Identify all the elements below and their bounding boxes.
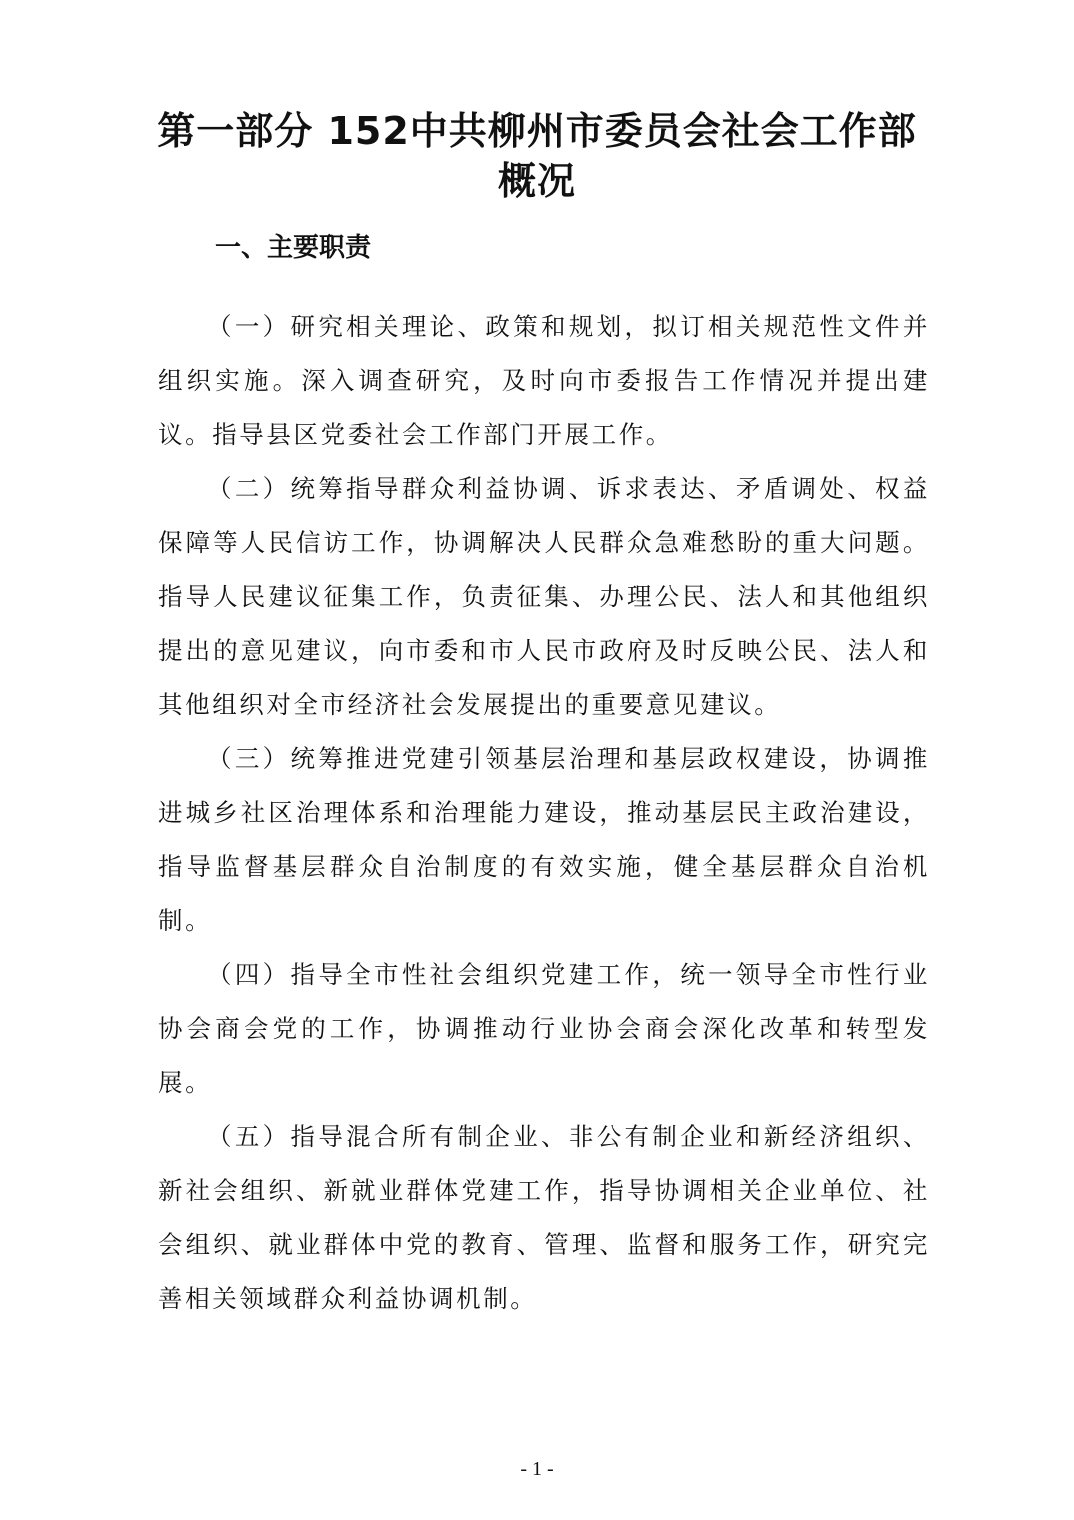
- paragraph-4: （四）指导全市性社会组织党建工作，统一领导全市性行业协会商会党的工作，协调推动行业协会商会深化改革和转型发展。: [158, 960, 930, 1097]
- paragraph-3: （三）统筹推进党建引领基层治理和基层政权建设，协调推进城乡社区治理体系和治理能力建设，推动基层民主政治建设，指导监督基层群众自治制度的有效实施，健全基层群众自治机制。: [158, 744, 930, 935]
- paragraph-1: （一）研究相关理论、政策和规划，拟订相关规范性文件并组织实施。深入调查研究，及时向市委报告工作情况并提出建议。指导县区党委社会工作部门开展工作。: [158, 312, 930, 449]
- paragraph-2: （二）统筹指导群众利益协调、诉求表达、矛盾调处、权益保障等人民信访工作，协调解决人民群众急难愁盼的重大问题。指导人民建议征集工作，负责征集、办理公民、法人和其他组织提出的意见建议，向市委和市人民市政府及时反映公民、法人和其他组织对全市经济社会发展提出的重要意见建议。: [158, 474, 930, 719]
- paragraph-5: （五）指导混合所有制企业、非公有制企业和新经济组织、新社会组织、新就业群体党建工作，指导协调相关企业单位、社会组织、就业群体中党的教育、管理、监督和服务工作，研究完善相关领域群众利益协调机制。: [158, 1122, 930, 1313]
- page-title: 第一部分 152中共柳州市委员会社会工作部概况: [157, 109, 917, 203]
- section-heading: 一、主要职责: [215, 233, 372, 263]
- body-text: [158, 300, 930, 1326]
- page-number: - 1 -: [520, 1458, 554, 1480]
